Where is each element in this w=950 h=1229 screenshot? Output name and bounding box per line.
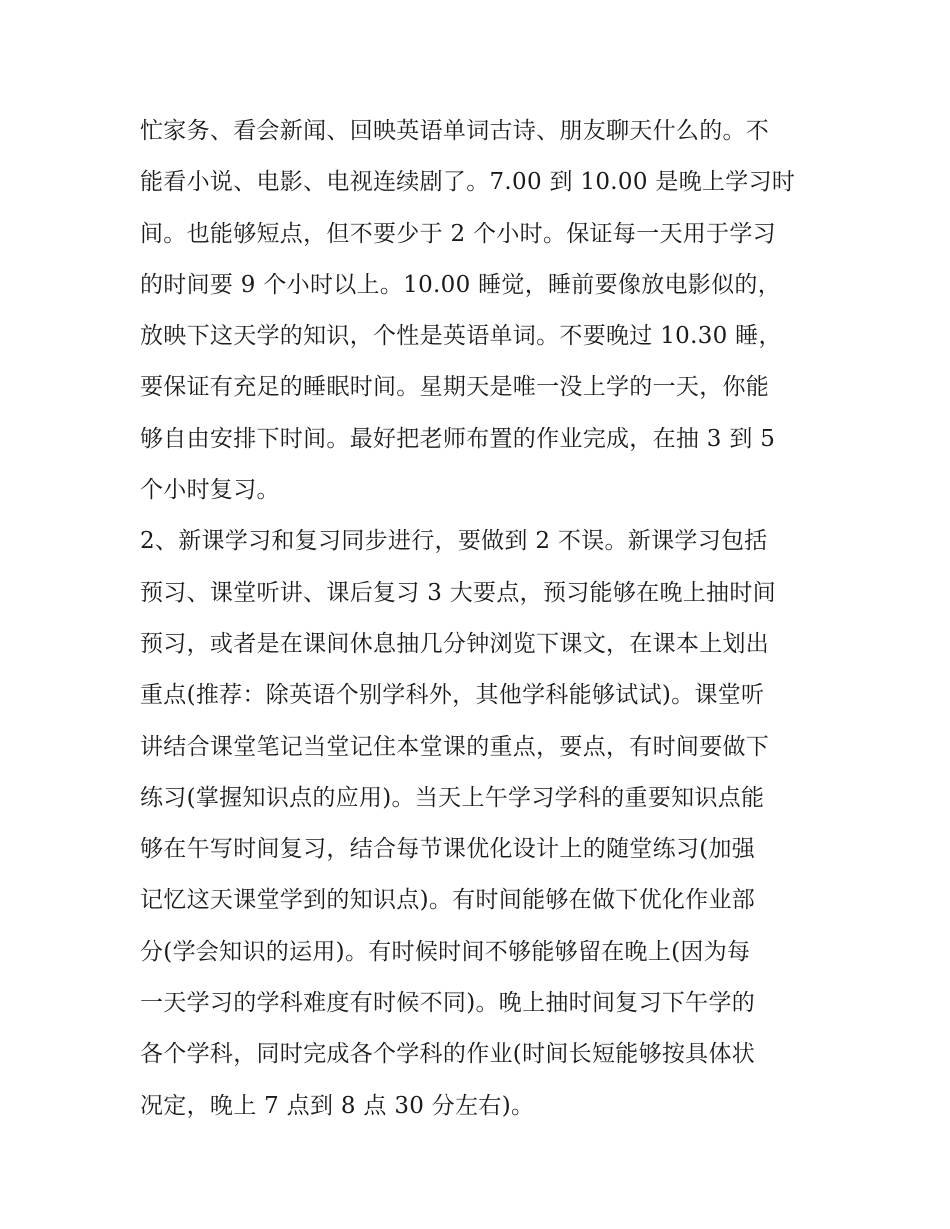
text-line: 间。也能够短点，但不要少于 2 个小时。保证每一天用于学习 [140,220,776,247]
text-line: 够自由安排下时间。最好把老师布置的作业完成，在抽 3 到 5 [140,425,776,452]
text-line: 讲结合课堂笔记当堂记住本堂课的重点，要点，有时间要做下 [140,733,770,760]
text-line: 记忆这天课堂学到的知识点)。有时间能够在做下优化作业部 [140,887,756,914]
text-line: 况定，晚上 7 点到 8 点 30 分左右)。 [140,1092,535,1119]
text-line: 预习，或者是在课间休息抽几分钟浏览下课文，在课本上划出 [140,630,770,657]
text-line: 重点(推荐：除英语个别学科外，其他学科能够试试)。课堂听 [140,682,765,709]
text-line: 要保证有充足的睡眠时间。星期天是唯一没上学的一天，你能 [140,374,770,401]
text-line: 练习(掌握知识点的应用)。当天上午学习学科的重要知识点能 [140,784,765,811]
text-line: 预习、课堂听讲、课后复习 3 大要点，预习能够在晚上抽时间 [140,579,776,606]
text-line: 各个学科，同时完成各个学科的作业(时间长短能够按具体状 [140,1041,756,1068]
text-line: 放映下这天学的知识，个性是英语单词。不要晚过 10.30 睡， [140,323,782,350]
text-line: 分(学会知识的运用)。有时候时间不够能够留在晚上(因为每 [140,938,751,965]
text-line: 2、新课学习和复习同步进行，要做到 2 不误。新课学习包括 [140,528,768,555]
text-line: 的时间要 9 个小时以上。10.00 睡觉，睡前要像放电影似的， [140,271,782,298]
text-line: 够在午写时间复习，结合每节课优化设计上的随堂练习(加强 [140,836,756,863]
text-line: 一天学习的学科难度有时候不同)。晚上抽时间复习下午学的 [140,990,756,1017]
text-line: 能看小说、电影、电视连续剧了。7.00 到 10.00 是晚上学习时 [140,169,796,196]
body-text [140,106,830,1132]
text-line: 个小时复习。 [140,477,280,504]
text-line: 忙家务、看会新闻、回映英语单词古诗、朋友聊天什么的。不 [140,118,770,144]
